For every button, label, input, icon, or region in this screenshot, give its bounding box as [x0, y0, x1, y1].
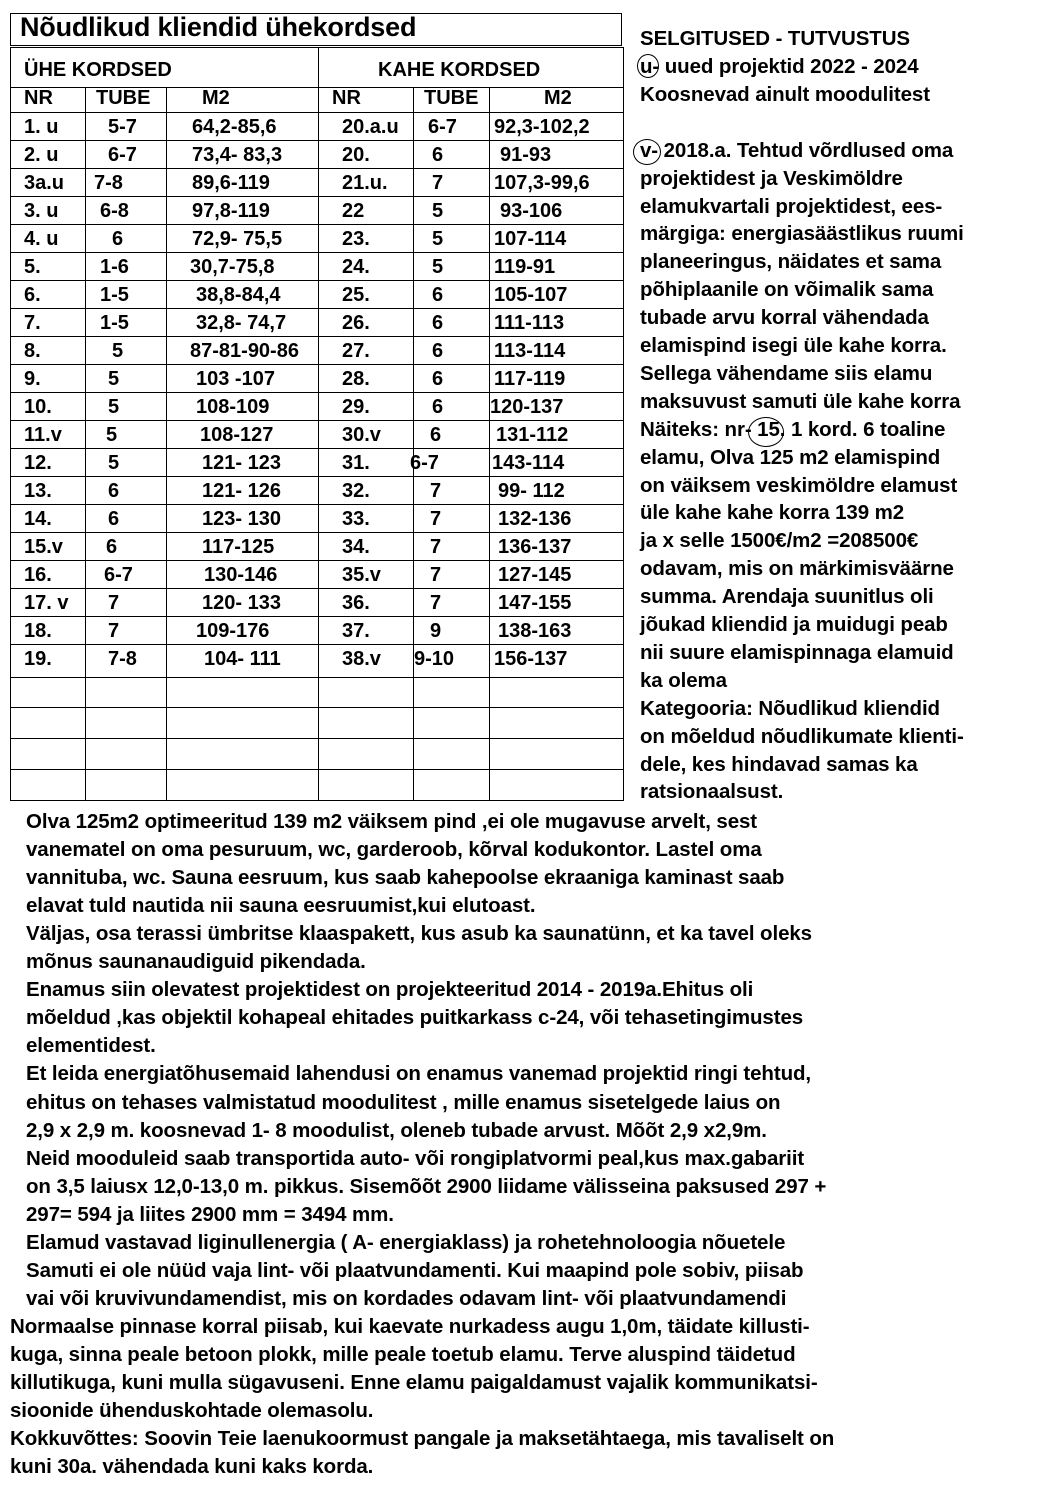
table-cell-m2: 64,2-85,6: [192, 116, 277, 138]
table-cell-m2: 117-125: [202, 536, 275, 558]
legend-line: ratsionaalsust.: [640, 780, 784, 804]
table-cell-tube-2: 6: [432, 284, 444, 306]
body-line: Neid mooduleid saab transportida auto- või rongiplatvormi peal,kus max.gabariit: [26, 1146, 805, 1170]
table-cell-m2: 72,9- 75,5: [192, 228, 283, 250]
section-right-header: KAHE KORDSED: [378, 59, 541, 81]
table-cell-m2-2: 136-137: [498, 536, 572, 558]
table-cell-tube: 5: [108, 452, 120, 474]
table-cell-nr: 11.v: [24, 424, 62, 446]
table-cell-m2: 108-109: [196, 396, 270, 418]
table-cell-m2-2: 92,3-102,2: [494, 116, 590, 138]
body-line: 2,9 x 2,9 m. koosnevad 1- 8 moodulist, oleneb tubade arvust. Mõõt 2,9 x2,9m.: [26, 1118, 767, 1142]
table-cell-m2-2: 132-136: [498, 508, 572, 530]
legend-line: üle kahe kahe korra 139 m2: [640, 501, 905, 525]
table-cell-m2-2: 143-114: [492, 452, 565, 474]
legend-line: Näiteks: nr- 15. 1 kord. 6 toaline: [640, 417, 946, 441]
table-row-divider: [10, 769, 624, 770]
table-cell-tube: 6: [106, 536, 118, 558]
body-line: killutikuga, kuni mulla sügavuseni. Enne elamu paigaldamust vajalik kommunikatsi-: [10, 1371, 818, 1394]
legend-line: jõukad kliendid ja muidugi peab: [640, 613, 948, 636]
table-cell-m2-2: 147-155: [498, 592, 572, 614]
table-cell-tube: 1-5: [100, 284, 129, 306]
table-row-divider: [10, 616, 624, 617]
table-cell-tube: 5: [106, 424, 118, 446]
table-cell-nr: 7.: [24, 312, 41, 334]
table-cell-tube-2: 7: [430, 536, 442, 558]
legend-line: projektidest ja Veskimöldre: [640, 166, 903, 190]
circle-mark-u: [637, 54, 659, 78]
table-cell-m2: 108-127: [200, 424, 274, 446]
circle-mark-v: [633, 139, 661, 165]
table-cell-nr: 3a.u: [24, 172, 65, 194]
table-row-divider: [10, 140, 624, 141]
table-cell-m2: 30,7-75,8: [190, 256, 275, 278]
table-cell-tube-2: 5: [432, 256, 444, 278]
table-row-divider: [10, 504, 624, 505]
table-cell-m2-2: 120-137: [490, 396, 564, 418]
table-row-divider: [10, 420, 624, 421]
table-cell-m2-2: 131-112: [496, 424, 569, 446]
body-line: Samuti ei ole nüüd vaja lint- või plaatvundamenti. Kui maapind pole sobiv, piisab: [26, 1258, 804, 1282]
legend-line: dele, kes hindavad samas ka: [640, 752, 918, 776]
table-cell-nr-2: 29.: [342, 396, 370, 418]
table-cell-tube-2: 7: [430, 564, 442, 586]
body-line: sioonide ühenduskohtade olemasolu.: [10, 1399, 374, 1423]
table-cell-tube: 5: [112, 340, 124, 362]
legend-line: märgiga: energiasäästlikus ruumi: [640, 222, 964, 246]
table-cell-nr: 1. u: [24, 116, 59, 138]
body-line: elementidest.: [26, 1034, 156, 1058]
table-cell-nr: 15.v: [24, 536, 63, 558]
table-cell-tube-2: 6-7: [428, 116, 457, 138]
body-line: kuga, sinna peale betoon plokk, mille peale toetub elamu. Terve aluspind täidetud: [10, 1342, 796, 1366]
legend-line: põhiplaanile on võimalik sama: [640, 278, 934, 302]
legend-line: v- 2018.a. Tehtud võrdlused oma: [640, 138, 954, 162]
table-column-divider: [166, 87, 167, 801]
table-cell-nr: 18.: [24, 620, 52, 642]
table-cell-tube: 6-8: [100, 200, 129, 222]
table-cell-nr-2: 33.: [342, 508, 370, 530]
table-cell-tube: 7-8: [94, 172, 123, 194]
table-row-divider: [10, 336, 624, 337]
table-cell-m2: 97,8-119: [192, 200, 270, 222]
table-cell-tube-2: 7: [432, 172, 444, 194]
page-title: Nõudlikud kliendid ühekordsed: [20, 12, 417, 42]
body-line: Väljas, osa terassi ümbritse klaaspakett, kus asub ka saunatünn, et ka tavel oleks: [26, 922, 812, 946]
table-cell-tube-2: 6: [432, 368, 444, 390]
table-cell-tube-2: 6: [432, 396, 444, 418]
table-row-divider: [10, 448, 624, 449]
table-cell-nr: 19.: [24, 648, 52, 670]
table-cell-m2: 120- 133: [202, 592, 281, 614]
body-line: vanematel on oma pesuruum, wc, garderoob, kõrval kodukontor. Lastel oma: [26, 838, 762, 862]
table-row-divider: [10, 168, 624, 169]
table-cell-tube-2: 5: [432, 228, 444, 250]
table-cell-m2-2: 107-114: [494, 228, 567, 250]
table-cell-tube: 6-7: [108, 144, 137, 166]
col-header-tube-2: TUBE: [424, 87, 479, 109]
table-column-divider: [85, 87, 86, 801]
body-line: mõeldud ,kas objektil kohapeal ehitades puitkarkass c-24, või tehasetingimustes: [26, 1006, 804, 1030]
table-cell-nr-2: 35.v: [342, 564, 381, 586]
col-header-tube: TUBE: [96, 87, 151, 109]
table-cell-tube: 5: [108, 368, 120, 390]
table-cell-nr: 9.: [24, 368, 41, 390]
table-row-divider: [10, 677, 624, 678]
body-line: kuni 30a. vähendada kuni kaks korda.: [10, 1455, 374, 1479]
legend-line: on mõeldud nõudlikumate klienti-: [640, 724, 964, 748]
table-cell-tube: 5: [108, 396, 120, 418]
table-cell-m2: 104- 111: [204, 648, 281, 670]
circle-mark-15: [748, 417, 784, 447]
body-line: vannituba, wc. Sauna eesruum, kus saab kahepoolse ekraaniga kaminast saab: [26, 866, 785, 890]
table-cell-nr: 6.: [24, 284, 41, 306]
table-cell-m2-2: 117-119: [494, 368, 566, 390]
table-cell-tube-2: 9-10: [414, 648, 455, 670]
table-row-divider: [10, 112, 624, 113]
table-cell-m2: 73,4- 83,3: [192, 144, 283, 166]
table-cell-tube: 5-7: [108, 116, 137, 138]
table-row-divider: [10, 476, 624, 477]
table-cell-tube: 7: [108, 592, 120, 614]
table-cell-tube-2: 7: [430, 592, 442, 614]
table-row-divider: [10, 280, 624, 281]
table-cell-nr-2: 37.: [342, 620, 370, 642]
table-cell-m2-2: 156-137: [494, 648, 568, 670]
table-cell-tube: 7: [108, 620, 120, 642]
table-column-divider: [318, 47, 319, 801]
col-header-m2-2: M2: [544, 87, 572, 109]
table-cell-m2: 121- 123: [202, 452, 281, 474]
table-cell-tube: 6: [108, 508, 120, 530]
table-cell-m2: 130-146: [204, 564, 278, 586]
table-cell-nr: 13.: [24, 480, 52, 502]
body-line: Normaalse pinnase korral piisab, kui kaevate nurkadess augu 1,0m, täidate killusti-: [10, 1314, 810, 1338]
legend-line: odavam, mis on märkimisväärne: [640, 557, 954, 581]
col-header-nr: NR: [24, 87, 53, 109]
body-line: vai või kruvivundamendist, mis on kordades odavam lint- või plaatvundamendi: [26, 1286, 787, 1310]
table-cell-nr-2: 20.a.u: [342, 116, 399, 138]
table-column-divider: [489, 87, 490, 801]
table-cell-nr-2: 31.: [342, 452, 370, 474]
table-cell-m2: 89,6-119: [192, 172, 270, 194]
table-cell-nr: 5.: [24, 256, 41, 278]
table-cell-nr-2: 23.: [342, 228, 370, 250]
table-cell-nr: 3. u: [24, 200, 59, 222]
table-cell-m2: 121- 126: [202, 480, 281, 502]
table-cell-nr-2: 36.: [342, 592, 370, 614]
legend-line: ja x selle 1500€/m2 =208500€: [640, 529, 919, 553]
table-cell-nr-2: 27.: [342, 340, 370, 362]
table-cell-nr: 2. u: [24, 144, 59, 166]
legend-line: elamu, Olva 125 m2 elamispind: [640, 445, 941, 469]
section-left-header: ÜHE KORDSED: [24, 59, 172, 81]
table-cell-nr-2: 30.v: [342, 424, 381, 446]
table-cell-tube-2: 5: [432, 200, 444, 222]
table-cell-nr: 17. v: [24, 592, 69, 614]
table-cell-m2-2: 99- 112: [498, 480, 565, 502]
table-cell-tube-2: 6: [430, 424, 442, 446]
legend-line: elamispind isegi üle kahe korra.: [640, 334, 947, 357]
table-cell-tube-2: 6-7: [410, 452, 439, 474]
table-cell-tube: 7-8: [108, 648, 137, 670]
table-cell-m2-2: 93-106: [500, 200, 563, 222]
table-cell-nr-2: 28.: [342, 368, 370, 390]
table-cell-nr: 10.: [24, 396, 52, 418]
body-line: Et leida energiatõhusemaid lahendusi on enamus vanemad projektid ringi tehtud,: [26, 1062, 812, 1086]
legend-line: Kategooria: Nõudlikud kliendid: [640, 696, 940, 720]
table-cell-nr-2: 38.v: [342, 648, 381, 670]
table-cell-nr-2: 32.: [342, 480, 370, 502]
table-row-divider: [10, 707, 624, 708]
body-line: Elamud vastavad liginullenergia ( A- energiaklass) ja rohetehnoloogia nõuetele: [26, 1230, 786, 1254]
body-line: mõnus saunanaudiguid pikendada.: [26, 950, 366, 974]
table-cell-tube: 1-6: [100, 256, 129, 278]
table-row-divider: [10, 364, 624, 365]
legend-line: planeeringus, näidates et sama: [640, 250, 942, 274]
table-cell-tube: 6-7: [104, 564, 133, 586]
table-cell-tube-2: 7: [430, 508, 442, 530]
table-row-divider: [10, 644, 624, 645]
body-line: elavat tuld nautida nii sauna eesruumist,kui elutoast.: [26, 894, 536, 918]
table-row-divider: [10, 738, 624, 739]
table-cell-nr: 12.: [24, 452, 52, 474]
table-cell-m2-2: 107,3-99,6: [494, 172, 590, 194]
legend-line: nii suure elamispinnaga elamuid: [640, 640, 954, 664]
table-cell-m2-2: 111-113: [494, 312, 565, 334]
table-cell-nr-2: 24.: [342, 256, 370, 278]
table-cell-tube-2: 6: [432, 340, 444, 362]
table-cell-nr-2: 34.: [342, 536, 370, 558]
table-row-divider: [10, 532, 624, 533]
table-cell-tube: 6: [108, 480, 120, 502]
body-line: ehitus on tehases valmistatud moodulitest , mille enamus sisetelgede laius on: [26, 1090, 781, 1114]
legend-line: on väiksem veskimöldre elamust: [640, 473, 958, 497]
table-cell-tube-2: 6: [432, 144, 444, 166]
table-cell-m2-2: 138-163: [498, 620, 572, 642]
table-row-divider: [10, 392, 624, 393]
table-cell-nr: 14.: [24, 508, 52, 530]
body-line: Enamus siin olevatest projektidest on projekteeritud 2014 - 2019a.Ehitus oli: [26, 978, 754, 1002]
table-cell-nr-2: 25.: [342, 284, 370, 306]
table-row-divider: [10, 308, 624, 309]
legend-line: tubade arvu korral vähendada: [640, 306, 929, 330]
legend-line: Sellega vähendame siis elamu: [640, 361, 933, 385]
table-column-divider: [413, 87, 414, 801]
table-cell-nr-2: 20.: [342, 144, 370, 166]
table-cell-nr-2: 22: [342, 200, 365, 222]
table-cell-tube-2: 9: [430, 620, 442, 642]
table-cell-m2: 103 -107: [196, 368, 275, 390]
table-cell-m2-2: 127-145: [498, 564, 572, 586]
body-line: 297= 594 ja liites 2900 mm = 3494 mm.: [26, 1202, 394, 1226]
table-cell-m2-2: 113-114: [494, 340, 566, 362]
table-row-divider: [10, 588, 624, 589]
table-cell-m2: 32,8- 74,7: [196, 312, 287, 334]
table-cell-tube-2: 6: [432, 312, 444, 334]
table-cell-m2-2: 119-91: [494, 256, 556, 278]
legend-line: maksuvust samuti üle kahe korra: [640, 389, 961, 413]
legend-line: elamukvartali projektidest, ees-: [640, 194, 943, 218]
table-cell-m2: 109-176: [196, 620, 270, 642]
table-cell-tube-2: 7: [430, 480, 442, 502]
legend-line: Koosnevad ainult moodulitest: [640, 82, 930, 106]
table-row-divider: [10, 560, 624, 561]
table-cell-tube: 6: [112, 228, 124, 250]
col-header-nr-2: NR: [332, 87, 361, 109]
body-line: Kokkuvõttes: Soovin Teie laenukoormust pangale ja maksetähtaega, mis tavaliselt on: [10, 1427, 835, 1451]
table-cell-nr-2: 26.: [342, 312, 370, 334]
table-cell-m2: 38,8-84,4: [196, 284, 281, 306]
legend-line: ka olema: [640, 668, 727, 692]
table-cell-nr: 8.: [24, 340, 41, 362]
legend-line: summa. Arendaja suunitlus oli: [640, 585, 934, 609]
table-row-divider: [10, 196, 624, 197]
table-cell-nr: 16.: [24, 564, 52, 586]
table-row-divider: [10, 224, 624, 225]
table-cell-nr: 4. u: [24, 228, 59, 250]
table-cell-tube: 1-5: [100, 312, 129, 334]
table-cell-m2-2: 105-107: [494, 284, 568, 306]
table-row-divider: [10, 252, 624, 253]
table-cell-m2: 123- 130: [202, 508, 281, 530]
legend-line: u- uued projektid 2022 - 2024: [640, 55, 919, 78]
table-cell-nr-2: 21.u.: [342, 172, 388, 194]
table-cell-m2: 87-81-90-86: [190, 340, 299, 362]
body-line: Olva 125m2 optimeeritud 139 m2 väiksem pind ,ei ole mugavuse arvelt, sest: [26, 810, 758, 833]
table-cell-m2-2: 91-93: [500, 144, 552, 166]
body-line: on 3,5 laiusx 12,0-13,0 m. pikkus. Sisemõõt 2900 liidame välisseina paksused 297 +: [26, 1174, 827, 1198]
legend-heading: SELGITUSED - TUTVUSTUS: [640, 27, 911, 50]
col-header-m2: M2: [202, 87, 230, 109]
